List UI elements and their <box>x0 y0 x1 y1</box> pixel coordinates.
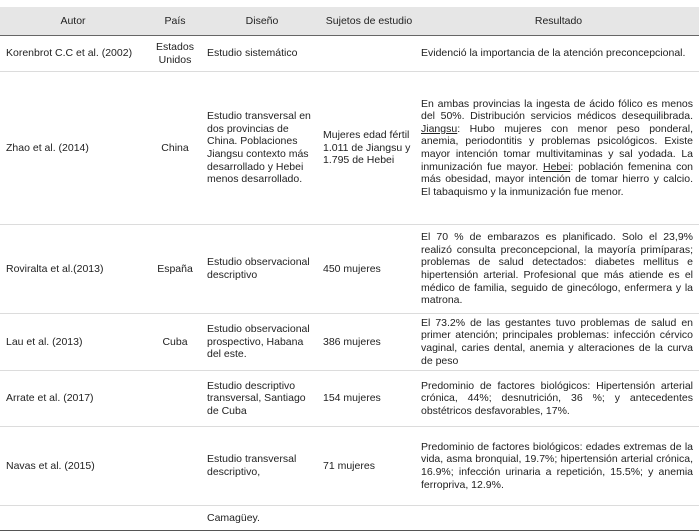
header-resultado: Resultado <box>418 7 699 36</box>
cell-pais: Cuba <box>146 314 204 371</box>
cell-sujetos: Mujeres edad fértil 1.011 de Jiangsu y 1.795 de Hebei <box>320 72 418 225</box>
cell-diseno: Estudio sistemático <box>204 36 320 72</box>
cell-resultado: Evidenció la importancia de la atención preconcepcional. <box>418 36 699 72</box>
cell-pais <box>146 371 204 427</box>
table-row <box>0 36 699 72</box>
table-row <box>0 427 699 506</box>
cell-pais: China <box>146 72 204 225</box>
cell-diseno: Camagüey. <box>204 506 320 531</box>
cell-autor: Arrate et al. (2017) <box>0 371 146 427</box>
cell-pais <box>146 427 204 506</box>
cell-diseno: Estudio observacional descriptivo <box>204 225 320 314</box>
cell-sujetos <box>320 36 418 72</box>
cell-diseno: Estudio transversal en dos provincias de China. Poblaciones Jiangsu contexto más desarrollado y Hebei menos desarrollado. <box>204 72 320 225</box>
resultado-part-b: : Hubo mujeres con menor peso ponderal, anemia, periodontitis y problemas psicológicos. Existe mayor intención tomar multivitaminas y sal yodada. La inmunización fue mayor. <box>421 122 693 173</box>
cell-autor: Zhao et al. (2014) <box>0 72 146 225</box>
table-row <box>0 314 699 371</box>
cell-pais: Estados Unidos <box>146 36 204 72</box>
cell-pais: España <box>146 225 204 314</box>
header-autor: Autor <box>0 7 146 36</box>
table-row <box>0 225 699 314</box>
table-row <box>0 72 699 225</box>
cell-sujetos: 450 mujeres <box>320 225 418 314</box>
cell-resultado <box>418 72 699 225</box>
cell-resultado: Predominio de factores biológicos: Hipertensión arterial crónica, 44%; desnutrición, 36 %; y antecedentes obstétricos desfavorables, 17%. <box>418 371 699 427</box>
cell-autor: Lau et al. (2013) <box>0 314 146 371</box>
keyword-jiangsu: Jiangsu <box>421 122 458 135</box>
resultado-part-a: En ambas provincias la ingesta de ácido fólico es menos del 50%. Distribución servicios médicos desequilibrada. <box>421 97 693 123</box>
cell-diseno: Estudio observacional prospectivo, Habana del este. <box>204 314 320 371</box>
table-row <box>0 371 699 427</box>
cell-sujetos: 154 mujeres <box>320 371 418 427</box>
cell-autor: Navas et al. (2015) <box>0 427 146 506</box>
header-row <box>0 7 699 36</box>
cell-resultado: El 70 % de embarazos es planificado. Solo el 23,9% realizó consulta preconcepcional, la mayoría primíparas; problemas de salud detectados: diabetes mellitus e hipertensión arterial. Profesional que más atiende es el médico de familia, seguido de ginecólogo, enfermera y la matrona. <box>418 225 699 314</box>
header-diseno: Diseño <box>204 7 320 36</box>
header-sujetos: Sujetos de estudio <box>320 7 418 36</box>
resultado-part-c: : población femenina con más obesidad, mayor intención de tomar hierro y calcio. El tabaquismo y la inmunización fue menor. <box>421 160 693 198</box>
studies-table <box>0 7 699 531</box>
cell-resultado: El 73.2% de las gestantes tuvo problemas de salud en primer atención; principales problemas: infección cérvico vaginal, caries dental, anemia y alteraciones de la curva de peso <box>418 314 699 371</box>
header-pais: País <box>146 7 204 36</box>
cell-diseno: Estudio descriptivo transversal, Santiago de Cuba <box>204 371 320 427</box>
cell-resultado: Predominio de factores biológicos: edades extremas de la vida, asma bronquial, 19.7%; hipertensión arterial crónica, 16.9%; infección urinaria a repetición, 15.5%; y anemia ferropriva, 12.9%. <box>418 427 699 506</box>
keyword-hebei: Hebei <box>542 160 571 173</box>
cell-sujetos: 386 mujeres <box>320 314 418 371</box>
cell-autor: Roviralta et al.(2013) <box>0 225 146 314</box>
cell-diseno: Estudio transversal descriptivo, <box>204 427 320 506</box>
cell-autor: Korenbrot C.C et al. (2002) <box>0 36 146 72</box>
cell-sujetos: 71 mujeres <box>320 427 418 506</box>
